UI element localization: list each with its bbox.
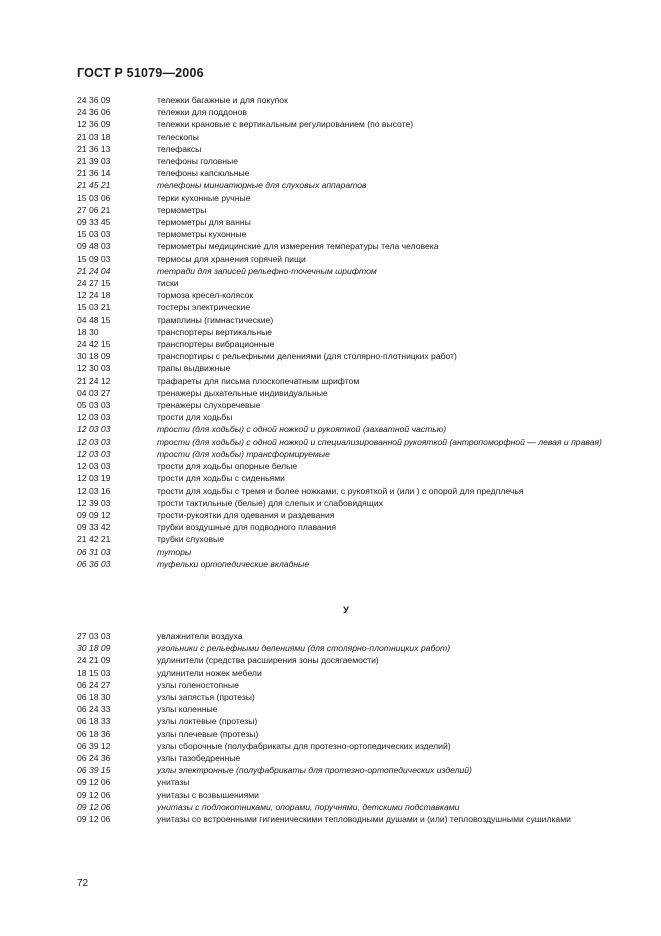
- entry-text: тетради для записей рельефно-точечным шрифтом: [157, 265, 377, 276]
- entry-code: 24 27 15: [77, 278, 111, 289]
- entry-code: 05 03 03: [77, 400, 111, 411]
- entry-row: [77, 521, 637, 533]
- entry-row: [77, 436, 637, 448]
- entry-text: трости (для ходьбы) с одной ножкой и рукояткой (захватной частью): [157, 424, 447, 435]
- entry-row: [77, 240, 637, 252]
- entry-text: узлы запястья (протезы): [157, 692, 255, 703]
- entry-row: [77, 533, 637, 545]
- entry-text: унитазы с возвышениями: [157, 789, 259, 800]
- entry-code: 09 12 06: [77, 801, 111, 812]
- entry-code: 06 18 33: [77, 716, 111, 727]
- entry-code: 15 09 03: [77, 253, 111, 264]
- entry-text: унитазы со встроенными гигиеническими тепловодными душами и (или) тепловоздушными сушилками: [157, 814, 571, 825]
- entry-row: [77, 94, 637, 106]
- entry-row: [77, 679, 637, 691]
- entry-code: 27 03 03: [77, 631, 111, 641]
- entry-row: [77, 326, 637, 338]
- page-title: ГОСТ Р 51079—2006: [77, 66, 204, 80]
- entry-code: 12 03 03: [77, 448, 111, 459]
- entry-code: 12 30 03: [77, 363, 111, 374]
- entry-code: 21 24 04: [77, 265, 111, 276]
- entry-text: трости для ходьбы с сиденьями: [157, 473, 285, 484]
- entry-text: транспортиры с рельефными делениями (для столярно-плотницких работ): [157, 351, 457, 362]
- entry-row: [77, 691, 637, 703]
- entry-text: трости тактильные (белые) для слепых и слабовидящих: [157, 497, 383, 508]
- entry-code: 18 15 03: [77, 667, 111, 678]
- entry-text: трости (для ходьбы) с одной ножкой и специализированной рукояткой (антропоморфной — левая и правая): [157, 436, 602, 447]
- entry-code: 27 06 21: [77, 204, 111, 215]
- entry-row: [77, 558, 637, 570]
- entry-code: 18 30: [77, 326, 99, 337]
- entry-row: [77, 715, 637, 727]
- entry-row: [77, 216, 637, 228]
- entry-row: [77, 703, 637, 715]
- entry-text: трости для ходьбы с тремя и более ножками, с рукояткой и (или ) с опорой для предплечья: [157, 485, 524, 496]
- entry-row: [77, 387, 637, 399]
- entry-code: 21 36 13: [77, 143, 111, 154]
- entry-text: транспортеры вибрационные: [157, 339, 275, 350]
- entry-text: туторы: [157, 546, 192, 557]
- entry-text: узлы электронные (полуфабрикаты для протезно-ортопедических изделий): [157, 765, 472, 776]
- entry-code: 24 36 06: [77, 107, 111, 118]
- entry-code: 21 42 21: [77, 534, 111, 545]
- entry-row: [77, 764, 637, 776]
- entry-text: угольники с рельефными делениями (для столярно-плотницких работ): [157, 643, 451, 654]
- entry-text: тележки для поддонов: [157, 107, 247, 118]
- entry-row: [77, 642, 637, 654]
- entry-row: [77, 472, 637, 484]
- entry-code: 30 18 09: [77, 351, 111, 362]
- entry-row: [77, 740, 637, 752]
- entry-code: 09 33 45: [77, 217, 111, 228]
- entry-row: [77, 728, 637, 740]
- entry-row: [77, 667, 637, 679]
- entry-code: 06 24 33: [77, 704, 111, 715]
- entry-row: [77, 411, 637, 423]
- entry-code: 21 03 18: [77, 131, 111, 142]
- entry-text: телескопы: [157, 131, 199, 142]
- entry-code: 09 09 12: [77, 509, 111, 520]
- entry-text: термометры кухонные: [157, 229, 247, 240]
- section-letter: У: [343, 605, 349, 616]
- entry-text: термосы для хранения горячей пищи: [157, 253, 306, 264]
- entry-code: 12 03 03: [77, 412, 111, 423]
- entry-text: термометры: [157, 204, 207, 215]
- entry-row: [77, 497, 637, 509]
- entry-row: [77, 375, 637, 387]
- entry-code: 12 03 19: [77, 473, 111, 484]
- entry-text: унитазы: [157, 777, 190, 788]
- entry-text: трости (для ходьбы) трансформируемые: [157, 448, 330, 459]
- entry-row: [77, 106, 637, 118]
- entry-text: тормоза кресел-колясок: [157, 290, 254, 301]
- entry-code: 15 03 21: [77, 302, 111, 313]
- entry-code: 04 48 15: [77, 314, 111, 325]
- entry-code: 15 03 06: [77, 192, 111, 203]
- entry-text: тренажеры слухоречевые: [157, 400, 261, 411]
- entry-text: туфельки ортопедические вкладные: [157, 558, 310, 569]
- entry-text: узлы голеностопные: [157, 679, 239, 690]
- entry-code: 15 03 03: [77, 229, 111, 240]
- entry-text: унитазы с подлокотниками, опорами, поручнями, детскими подставками: [157, 801, 460, 812]
- entry-code: 04 03 27: [77, 387, 111, 398]
- entry-code: 12 03 03: [77, 424, 111, 435]
- entry-code: 24 36 09: [77, 95, 111, 105]
- entry-row: [77, 131, 637, 143]
- entry-code: 09 12 06: [77, 814, 111, 825]
- entry-code: 12 39 03: [77, 497, 111, 508]
- entry-code: 21 24 12: [77, 375, 111, 386]
- entry-row: [77, 301, 637, 313]
- entry-code: 06 39 15: [77, 765, 111, 776]
- entry-code: 12 03 03: [77, 436, 111, 447]
- entry-text: трапы выдвижные: [157, 363, 231, 374]
- entry-text: трубки воздушные для подводного плавания: [157, 522, 337, 533]
- entry-code: 06 24 36: [77, 753, 111, 764]
- entry-text: удлинители (средства расширения зоны досягаемости): [157, 655, 379, 666]
- entry-row: [77, 118, 637, 130]
- entry-code: 12 03 03: [77, 461, 111, 472]
- entry-list-t: [77, 94, 637, 570]
- entry-text: узлы тазобедренные: [157, 753, 241, 764]
- entry-text: трубки слуховые: [157, 534, 224, 545]
- entry-text: трости для ходьбы: [157, 412, 233, 423]
- entry-text: узлы локтевые (протезы): [157, 716, 258, 727]
- entry-row: [77, 448, 637, 460]
- entry-row: [77, 509, 637, 521]
- entry-row: [77, 801, 637, 813]
- entry-row: [77, 423, 637, 435]
- entry-text: транспортеры вертикальные: [157, 326, 273, 337]
- entry-code: 21 36 14: [77, 168, 111, 179]
- entry-text: тележки крановые с вертикальным регулированием (по высоте): [157, 119, 414, 130]
- entry-text: телефоны головные: [157, 156, 238, 167]
- entry-code: 21 45 21: [77, 180, 111, 191]
- entry-text: термометры медицинские для измерения температуры тела человека: [157, 241, 439, 252]
- entry-code: 06 24 27: [77, 679, 111, 690]
- entry-text: тостеры электрические: [157, 302, 251, 313]
- entry-code: 09 12 06: [77, 777, 111, 788]
- entry-code: 09 33 42: [77, 522, 111, 533]
- entry-row: [77, 192, 637, 204]
- entry-text: телефоны миниатюрные для слуховых аппаратов: [157, 180, 367, 191]
- entry-row: [77, 752, 637, 764]
- entry-code: 06 31 03: [77, 546, 111, 557]
- entry-row: [77, 654, 637, 666]
- entry-code: 30 18 09: [77, 643, 111, 654]
- entry-text: телефоны капсюльные: [157, 168, 250, 179]
- entry-row: [77, 277, 637, 289]
- entry-code: 06 18 36: [77, 728, 111, 739]
- entry-text: узлы сборочные (полуфабрикаты для протезно-ортопедических изделий): [157, 740, 451, 751]
- entry-row: [77, 350, 637, 362]
- entry-row: [77, 228, 637, 240]
- entry-code: 09 48 03: [77, 241, 111, 252]
- entry-row: [77, 362, 637, 374]
- entry-text: телефаксы: [157, 143, 202, 154]
- entry-text: тиски: [157, 278, 179, 289]
- entry-code: 24 21 09: [77, 655, 111, 666]
- entry-text: удлинители ножек мебели: [157, 667, 262, 678]
- entry-row: [77, 630, 637, 642]
- entry-row: [77, 338, 637, 350]
- entry-row: [77, 460, 637, 472]
- entry-text: тренажеры дыхательные индивидуальные: [157, 387, 328, 398]
- entry-row: [77, 789, 637, 801]
- entry-row: [77, 179, 637, 191]
- entry-text: трамплины (гимнастические): [157, 314, 274, 325]
- entry-row: [77, 314, 637, 326]
- entry-row: [77, 813, 637, 825]
- entry-list-u: [77, 630, 637, 825]
- entry-text: трости-рукоятки для одевания и раздевания: [157, 509, 335, 520]
- entry-code: 06 18 30: [77, 692, 111, 703]
- entry-row: [77, 143, 637, 155]
- entry-code: 21 39 03: [77, 156, 111, 167]
- entry-code: 06 36 03: [77, 558, 111, 569]
- entry-code: 12 36 09: [77, 119, 111, 130]
- entry-row: [77, 253, 637, 265]
- entry-text: терки кухонные ручные: [157, 192, 251, 203]
- entry-code: 09 12 06: [77, 789, 111, 800]
- entry-row: [77, 265, 637, 277]
- entry-code: 12 03 16: [77, 485, 111, 496]
- entry-row: [77, 204, 637, 216]
- entry-text: трости для ходьбы опорные белые: [157, 461, 298, 472]
- entry-row: [77, 485, 637, 497]
- page-number: 72: [77, 878, 89, 889]
- entry-row: [77, 289, 637, 301]
- entry-text: трафареты для письма плоскопечатным шрифтом: [157, 375, 360, 386]
- entry-text: тележки багажные и для покупок: [157, 95, 288, 105]
- entry-row: [77, 155, 637, 167]
- entry-row: [77, 776, 637, 788]
- entry-text: узлы плечевые (протезы): [157, 728, 259, 739]
- entry-code: 06 39 12: [77, 740, 111, 751]
- entry-text: узлы коленные: [157, 704, 218, 715]
- entry-text: термометры для ванны: [157, 217, 251, 228]
- entry-row: [77, 399, 637, 411]
- entry-row: [77, 546, 637, 558]
- entry-text: увлажнители воздуха: [157, 631, 243, 641]
- entry-code: 24 42 15: [77, 339, 111, 350]
- entry-code: 12 24 18: [77, 290, 111, 301]
- entry-row: [77, 167, 637, 179]
